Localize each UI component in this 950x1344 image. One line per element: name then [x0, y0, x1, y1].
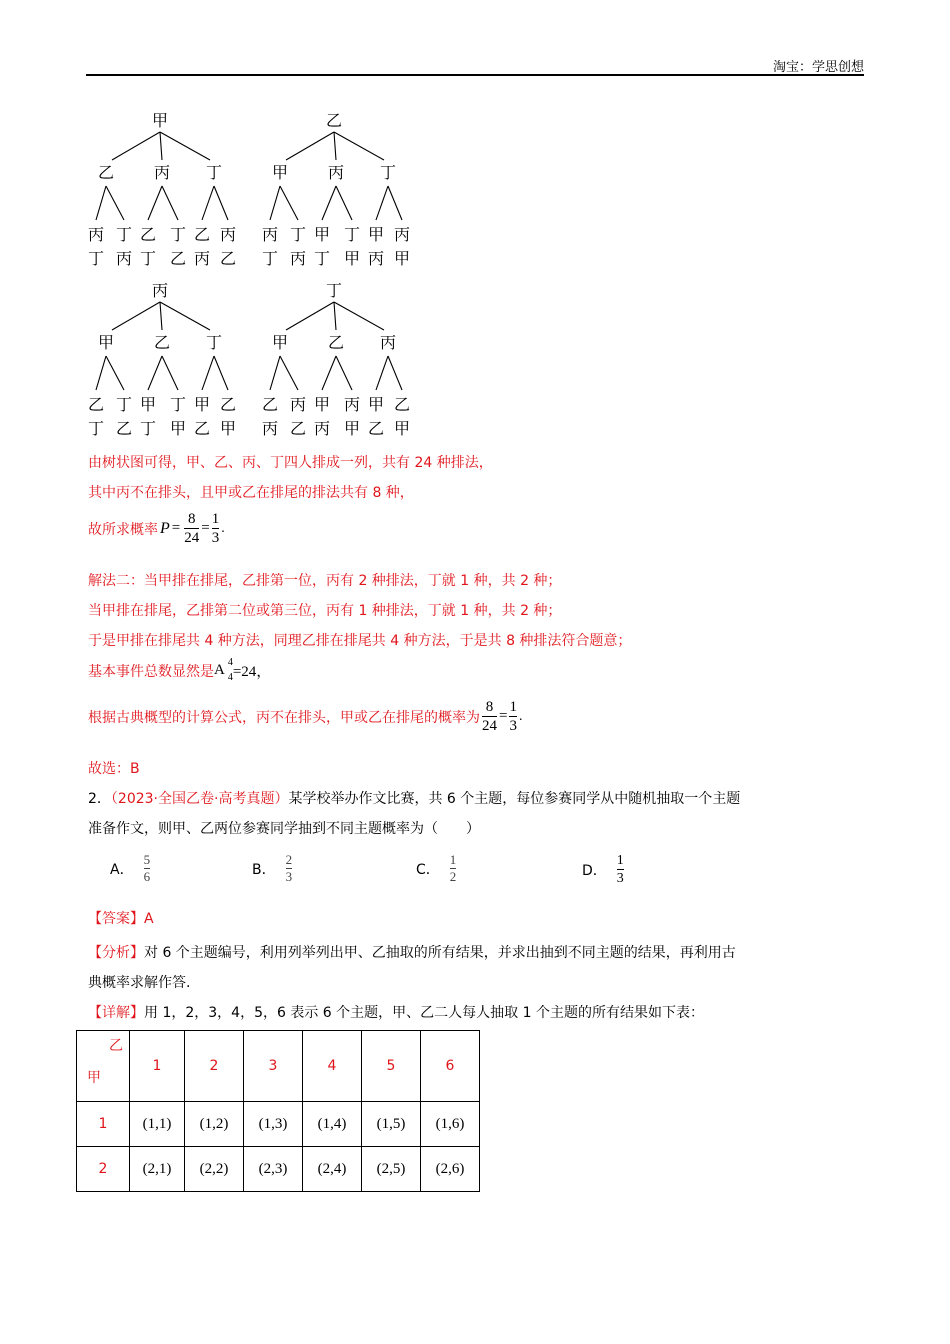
- period: .: [221, 520, 225, 536]
- tree-branch: [202, 356, 214, 390]
- solution2-line5: [88, 698, 522, 735]
- equals-sign: =: [171, 520, 181, 536]
- tree-child-label: 乙: [153, 333, 171, 352]
- tree-root-label: 乙: [325, 111, 343, 130]
- permutation-value: =24，: [232, 664, 272, 680]
- p-symbol: P: [160, 519, 170, 537]
- tree-branch: [286, 132, 334, 160]
- tree-diagram-3: [84, 280, 244, 440]
- tree-leaf-label: 甲: [139, 395, 157, 414]
- col-header: 4: [303, 1031, 362, 1102]
- option-b[interactable]: [252, 852, 294, 885]
- table-header-row: [77, 1031, 480, 1102]
- tree-branch: [334, 302, 384, 330]
- tree-branch: [112, 302, 160, 330]
- tree-leaf-label: 乙: [261, 395, 279, 414]
- option-b-label: B．: [252, 861, 276, 878]
- tree-branch: [270, 356, 280, 390]
- tree-child-label: 甲: [97, 333, 115, 352]
- table-corner-cell: [77, 1031, 130, 1102]
- col-header: 5: [362, 1031, 421, 1102]
- tree-leaf-label: 甲: [367, 395, 385, 414]
- detail-text: 用 1，2，3，4，5，6 表示 6 个主题，甲、乙二人每人抽取 1 个主题的所有结果如下表：: [144, 1005, 704, 1021]
- tree-leaf-label: 丙: [289, 249, 307, 268]
- period-2: .: [518, 708, 523, 724]
- table-cell: (2,2): [185, 1147, 244, 1192]
- tree-child-label: 丙: [327, 163, 345, 182]
- option-a-label: A．: [110, 861, 134, 878]
- analysis-line1: [88, 942, 736, 962]
- col-header: 6: [421, 1031, 480, 1102]
- tree-leaf-label: 乙: [219, 249, 237, 268]
- tree-branch: [96, 356, 106, 390]
- option-d[interactable]: [582, 852, 626, 887]
- option-c-label: C．: [416, 861, 440, 878]
- tree-branch: [106, 186, 124, 220]
- tree-leaf-label: 甲: [313, 225, 331, 244]
- header-right-text: 淘宝：学思创想: [772, 60, 864, 75]
- tree-leaf-label: 乙: [87, 395, 105, 414]
- tree-leaf-label: 丁: [87, 419, 105, 438]
- tree-branch: [322, 186, 336, 220]
- tree-branch: [280, 356, 298, 390]
- question-text1: 某学校举办作文比赛，共 6 个主题，每位参赛同学从中随机抽取一个主题: [288, 791, 741, 807]
- corner-top-label: 乙: [109, 1038, 123, 1054]
- row-header: 1: [77, 1102, 130, 1147]
- tree-leaf-label: 甲: [343, 249, 361, 268]
- tree-leaf-label: 丙: [343, 395, 361, 414]
- solution1-line1: 由树状图可得，甲、乙、丙、丁四人排成一列，共有 24 种排法，: [88, 455, 493, 471]
- question-line2: 准备作文，则甲、乙两位参赛同学抽到不同主题概率为（ ）: [88, 821, 480, 837]
- tree-leaf-label: 甲: [393, 419, 411, 438]
- tree-child-label: 乙: [327, 333, 345, 352]
- tree-leaf-label: 乙: [289, 419, 307, 438]
- option-a[interactable]: [110, 852, 152, 885]
- tree-leaf-label: 丁: [139, 249, 157, 268]
- tree-branch: [270, 186, 280, 220]
- table-cell: (2,4): [303, 1147, 362, 1192]
- tree-branch: [202, 186, 214, 220]
- tree-branch: [376, 356, 388, 390]
- tree-branch: [148, 356, 162, 390]
- row-header: 2: [77, 1147, 130, 1192]
- detail-tag: 【详解】: [88, 1005, 144, 1021]
- answer-line: [88, 908, 154, 928]
- tree-branch: [160, 132, 162, 160]
- solution2-line3: 于是甲排在排尾共 4 种方法，同理乙排在排尾共 4 种方法，于是共 8 种排法符合题意；: [88, 633, 632, 649]
- equals-sign-3: =: [499, 708, 508, 724]
- solution1-prefix: 故所求概率: [88, 521, 158, 538]
- tree-diagram-2: [258, 110, 418, 270]
- col-header: 2: [185, 1031, 244, 1102]
- analysis-line2: 典概率求解作答.: [88, 975, 191, 991]
- tree-branch: [336, 186, 352, 220]
- col-header: 1: [130, 1031, 185, 1102]
- table-cell: (1,2): [185, 1102, 244, 1147]
- tree-branch: [376, 186, 388, 220]
- tree-leaf-label: 丙: [219, 225, 237, 244]
- fraction-8-24-b: $\frac{8}{24}$: [482, 699, 497, 734]
- solution2-line4: [88, 657, 272, 683]
- tree-branch: [162, 186, 178, 220]
- solution2-line2: 当甲排在排尾，乙排第二位或第三位，丙有 1 种排法，丁就 1 种，共 2 种；: [88, 603, 562, 619]
- tree-leaf-label: 乙: [393, 395, 411, 414]
- tree-leaf-label: 丙: [393, 225, 411, 244]
- col-header: 3: [244, 1031, 303, 1102]
- tree-leaf-label: 丙: [261, 419, 279, 438]
- tree-leaf-label: 甲: [367, 225, 385, 244]
- solution1-line2: 其中丙不在排头，且甲或乙在排尾的排法共有 8 种，: [88, 485, 414, 501]
- tree-diagram-1: [84, 110, 244, 270]
- tree-leaf-label: 甲: [219, 419, 237, 438]
- tree-leaf-label: 乙: [139, 225, 157, 244]
- tree-leaf-label: 甲: [169, 419, 187, 438]
- question-number: 2．: [88, 791, 111, 807]
- table-cell: (2,6): [421, 1147, 480, 1192]
- table-row: [77, 1147, 480, 1192]
- table-cell: (1,3): [244, 1102, 303, 1147]
- table-cell: (1,6): [421, 1102, 480, 1147]
- tree-branch: [160, 302, 210, 330]
- permutation-symbol: A 4 4: [214, 657, 233, 683]
- tree-child-label: 甲: [271, 163, 289, 182]
- tree-child-label: 丁: [205, 163, 223, 182]
- tree-child-label: 丙: [379, 333, 397, 352]
- tree-leaf-label: 甲: [393, 249, 411, 268]
- tree-branch: [96, 186, 106, 220]
- tree-leaf-label: 乙: [169, 249, 187, 268]
- tree-branch: [280, 186, 298, 220]
- tree-leaf-label: 丙: [193, 249, 211, 268]
- fraction-1-3-b: $\frac{1}{3}$: [509, 699, 517, 734]
- tree-leaf-label: 丙: [367, 249, 385, 268]
- detail-line: [88, 1002, 704, 1022]
- tree-leaf-label: 乙: [115, 419, 133, 438]
- option-d-label: D．: [582, 862, 607, 879]
- tree-leaf-label: 甲: [313, 395, 331, 414]
- equals-sign-2: =: [201, 520, 210, 536]
- tree-leaf-label: 丙: [289, 395, 307, 414]
- tree-leaf-label: 丁: [115, 225, 133, 244]
- tree-leaf-label: 丁: [169, 395, 187, 414]
- option-d-fraction: $\frac{1}{3}$: [616, 853, 624, 886]
- option-c[interactable]: [416, 852, 458, 885]
- tree-child-label: 乙: [97, 163, 115, 182]
- fraction-8-24: $\frac{8}{24}$: [184, 511, 200, 546]
- tree-leaf-label: 丁: [169, 225, 187, 244]
- table-cell: (2,3): [244, 1147, 303, 1192]
- fraction-1-3: $\frac{1}{3}$: [211, 511, 220, 546]
- tree-branch: [214, 356, 228, 390]
- tree-leaf-label: 丁: [139, 419, 157, 438]
- tree-branch: [106, 356, 124, 390]
- tree-leaf-label: 丁: [87, 249, 105, 268]
- option-b-fraction: $\frac{2}{3}$: [285, 852, 293, 884]
- tree-branch: [334, 132, 336, 160]
- answer-choice-line: 故选：B: [88, 761, 140, 777]
- solution2-line4-prefix: 基本事件总数显然是: [88, 663, 214, 680]
- analysis-tag: 【分析】: [88, 945, 144, 961]
- question-source: （2023·全国乙卷·高考真题）: [110, 791, 289, 807]
- page-header: [86, 56, 864, 76]
- table-cell: (1,4): [303, 1102, 362, 1147]
- tree-leaf-label: 乙: [193, 225, 211, 244]
- table-cell: (1,1): [130, 1102, 185, 1147]
- tree-branch: [286, 302, 334, 330]
- table-cell: (1,5): [362, 1102, 421, 1147]
- tree-branch: [160, 302, 162, 330]
- tree-child-label: 丁: [205, 333, 223, 352]
- tree-branch: [160, 132, 210, 160]
- tree-leaf-label: 丁: [261, 249, 279, 268]
- tree-leaf-label: 丁: [343, 225, 361, 244]
- tree-branch: [322, 356, 336, 390]
- tree-child-label: 丁: [379, 163, 397, 182]
- tree-diagram-4: [258, 280, 418, 440]
- tree-leaf-label: 甲: [343, 419, 361, 438]
- option-c-fraction: $\frac{1}{2}$: [449, 852, 457, 884]
- tree-leaf-label: 丁: [115, 395, 133, 414]
- tree-root-label: 甲: [151, 111, 169, 130]
- tree-branch: [388, 186, 402, 220]
- tree-leaf-label: 丁: [313, 249, 331, 268]
- table-cell: (2,5): [362, 1147, 421, 1192]
- table-row: [77, 1102, 480, 1147]
- tree-leaf-label: 丙: [313, 419, 331, 438]
- tree-leaf-label: 乙: [367, 419, 385, 438]
- tree-leaf-label: 丁: [289, 225, 307, 244]
- tree-branch: [334, 132, 384, 160]
- option-a-fraction: $\frac{5}{6}$: [143, 852, 151, 884]
- tree-child-label: 甲: [271, 333, 289, 352]
- tree-root-label: 丙: [151, 281, 169, 300]
- analysis-text1: 对 6 个主题编号，利用列举列出甲、乙抽取的所有结果，并求出抽到不同主题的结果，再利用古: [144, 945, 736, 961]
- solution1-line3: [88, 510, 225, 547]
- tree-branch: [214, 186, 228, 220]
- tree-leaf-label: 乙: [193, 419, 211, 438]
- tree-branch: [162, 356, 178, 390]
- tree-branch: [336, 356, 352, 390]
- question-line1: [88, 788, 740, 808]
- tree-root-label: 丁: [325, 281, 343, 300]
- results-table: [76, 1030, 480, 1192]
- table-cell: (2,1): [130, 1147, 185, 1192]
- answer-value: A: [144, 911, 154, 927]
- tree-branch: [112, 132, 160, 160]
- solution2-line1: 解法二：当甲排在排尾，乙排第一位，丙有 2 种排法，丁就 1 种，共 2 种；: [88, 573, 562, 589]
- tree-branch: [148, 186, 162, 220]
- tree-leaf-label: 丙: [87, 225, 105, 244]
- solution2-line5-prefix: 根据古典概型的计算公式，丙不在排头，甲或乙在排尾的概率为: [88, 709, 480, 726]
- tree-leaf-label: 乙: [219, 395, 237, 414]
- tree-branch: [334, 302, 336, 330]
- tree-leaf-label: 丙: [261, 225, 279, 244]
- tree-leaf-label: 甲: [193, 395, 211, 414]
- tree-child-label: 丙: [153, 163, 171, 182]
- answer-tag: 【答案】: [88, 911, 144, 927]
- tree-branch: [388, 356, 402, 390]
- corner-bottom-label: 甲: [87, 1070, 101, 1086]
- tree-leaf-label: 丙: [115, 249, 133, 268]
